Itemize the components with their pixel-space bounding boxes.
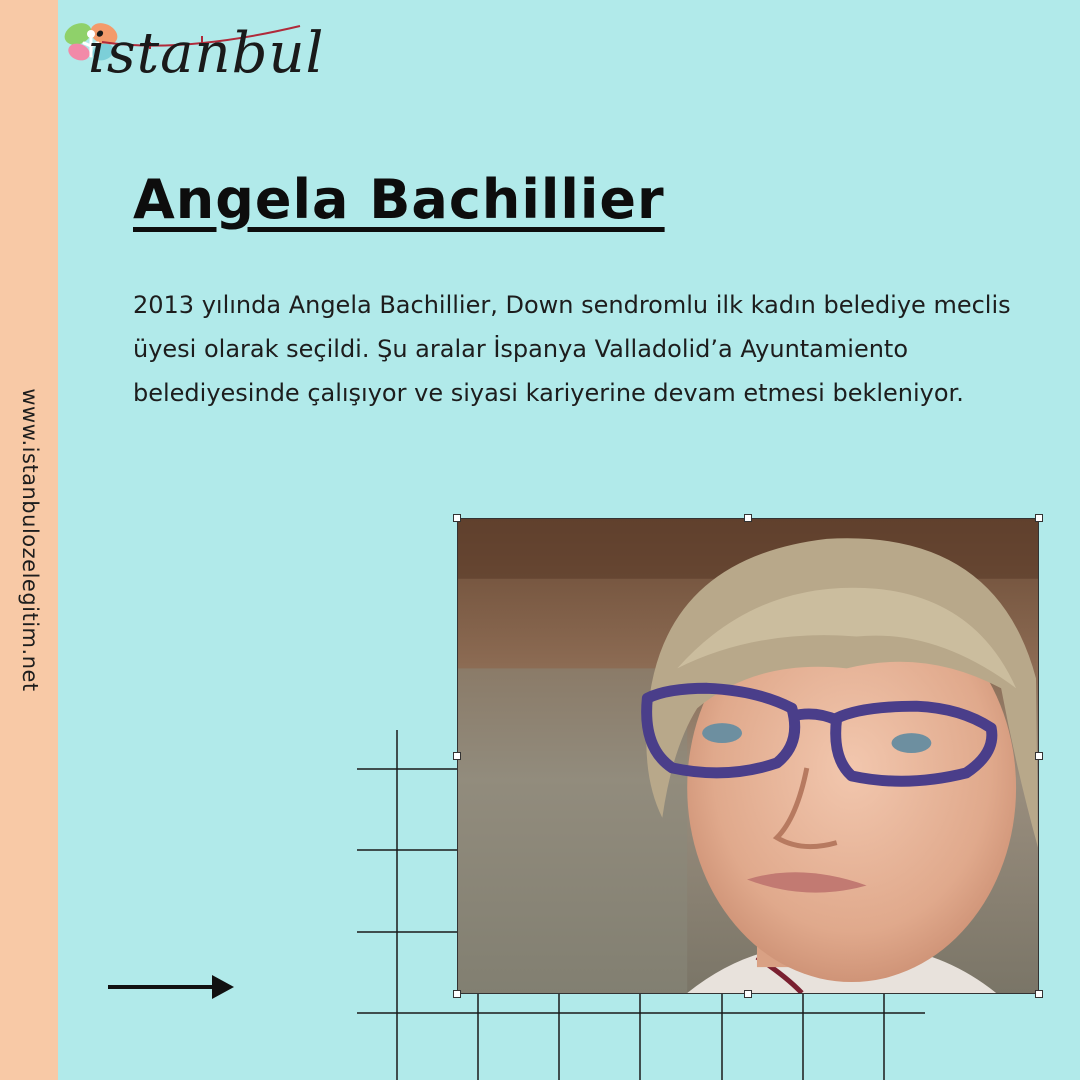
website-url: www.istanbulozelegitim.net	[18, 388, 42, 692]
logo-text: istanbul	[88, 21, 325, 86]
resize-handle-top[interactable]	[744, 514, 752, 522]
resize-handle-right[interactable]	[1035, 752, 1043, 760]
resize-handle-top-left[interactable]	[453, 514, 461, 522]
resize-handle-bottom-right[interactable]	[1035, 990, 1043, 998]
portrait-photo[interactable]	[457, 518, 1039, 994]
resize-handle-top-right[interactable]	[1035, 514, 1043, 522]
body-text: 2013 yılında Angela Bachillier, Down sendromlu ilk kadın belediye meclis üyesi olarak seçildi. Şu aralar İspanya Valladolid’a Ayuntamiento belediyesinde çalışıyor ve siyasi kariyerine devam etmesi bekleniyor.	[133, 291, 1011, 407]
resize-handle-left[interactable]	[453, 752, 461, 760]
portrait-image	[458, 519, 1038, 993]
resize-handle-bottom[interactable]	[744, 990, 752, 998]
resize-handle-bottom-left[interactable]	[453, 990, 461, 998]
page-title: Angela Bachillier	[133, 168, 665, 231]
arrow-right-icon	[108, 972, 234, 1002]
